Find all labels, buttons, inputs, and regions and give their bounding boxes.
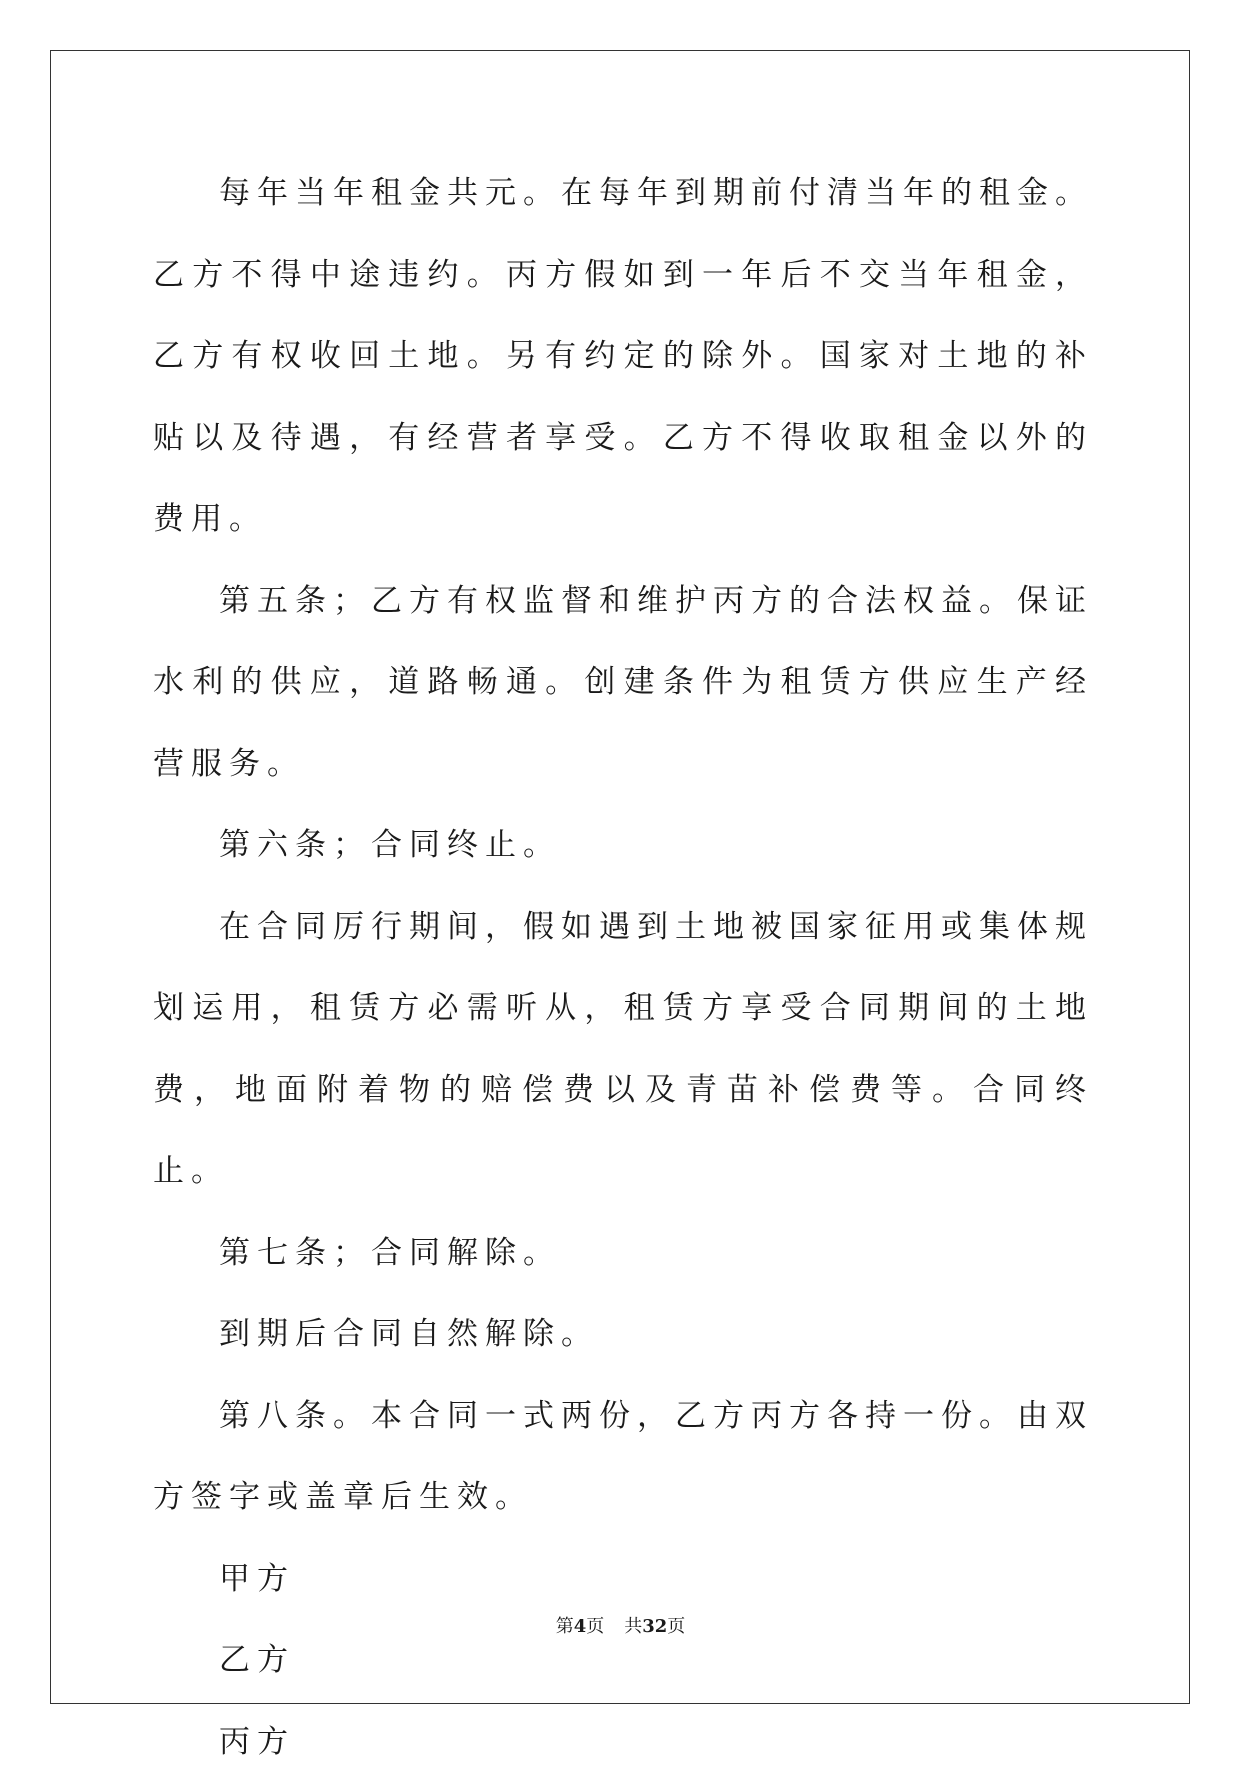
footer-page-number: 4 [574, 1616, 587, 1637]
footer-page-suffix: 页 [586, 1616, 604, 1637]
paragraph-rent-payment: 每年当年租金共元。在每年到期前付清当年的租金。乙方不得中途违约。丙方假如到一年后不交当年租金，乙方有权收回土地。另有约定的除外。国家对土地的补贴以及待遇，有经营者享受。乙方不得收取租金以外的费用。 [153, 153, 1093, 561]
paragraph-article-5: 第五条；乙方有权监督和维护丙方的合法权益。保证水利的供应，道路畅通。创建条件为租赁方供应生产经营服务。 [153, 561, 1093, 806]
document-body [153, 153, 1093, 1783]
signature-party-a: 甲方 [153, 1539, 1093, 1621]
page-footer [0, 1612, 1241, 1638]
footer-total-suffix: 页 [667, 1616, 685, 1637]
paragraph-article-7-body: 到期后合同自然解除。 [153, 1294, 1093, 1376]
signature-party-c: 丙方 [153, 1702, 1093, 1783]
footer-page-prefix: 第 [556, 1616, 574, 1637]
footer-total-pages: 32 [642, 1616, 667, 1637]
signature-party-b: 乙方 [153, 1620, 1093, 1702]
paragraph-article-7-heading: 第七条；合同解除。 [153, 1213, 1093, 1295]
paragraph-article-6-heading: 第六条；合同终止。 [153, 805, 1093, 887]
paragraph-article-8: 第八条。本合同一式两份，乙方丙方各持一份。由双方签字或盖章后生效。 [153, 1376, 1093, 1539]
paragraph-article-6-body: 在合同厉行期间，假如遇到土地被国家征用或集体规划运用，租赁方必需听从，租赁方享受合同期间的土地费，地面附着物的赔偿费以及青苗补偿费等。合同终止。 [153, 887, 1093, 1213]
footer-total-prefix: 共 [624, 1616, 642, 1637]
